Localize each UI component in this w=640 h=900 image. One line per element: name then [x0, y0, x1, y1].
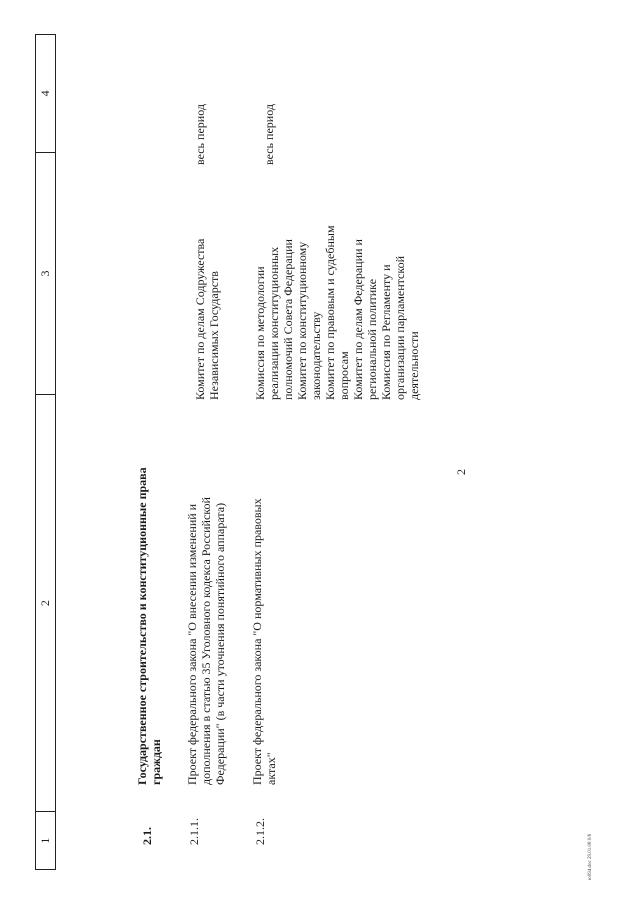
responsible-line: реализации конституционных — [267, 246, 281, 400]
project-line: Проект федерального закона "О нормативных правовых — [250, 498, 264, 785]
row-responsible — [253, 185, 421, 400]
responsible-line: полномочий Совета Федерации — [281, 239, 295, 400]
responsible-line: Комитет по конституционному — [295, 241, 309, 400]
header-col-3: 3 — [36, 153, 55, 395]
responsible-line: Независимых Государств — [207, 271, 221, 400]
section-number: 2.1. — [140, 827, 154, 845]
row-term: весь период — [193, 104, 207, 165]
responsible-line: региональной политике — [365, 278, 379, 400]
row-project — [250, 430, 278, 785]
responsible-line: Комитет по делам Федерации и — [351, 239, 365, 400]
table-header-row — [35, 34, 56, 870]
responsible-line: Комиссия по Регламенту и — [379, 264, 393, 400]
responsible-line: Комитет по делам Содружества — [193, 238, 207, 400]
responsible-line: организации парламентской — [393, 255, 407, 400]
header-col-4: 4 — [36, 35, 55, 153]
section-title-line: граждан — [149, 739, 163, 785]
responsible-line: деятельности — [407, 331, 421, 400]
page-number: 2 — [454, 469, 468, 475]
header-col-1: 1 — [38, 837, 52, 844]
project-line: Федерации" (в части уточнения понятийного аппарата) — [213, 502, 227, 785]
row-number: 2.1.2. — [253, 818, 267, 845]
responsible-line: вопросам — [337, 351, 351, 400]
section-title-line: Государственное строительство и конституционные права — [135, 467, 149, 785]
section-title — [135, 425, 163, 785]
project-line: дополнения в статью 35 Уголовного кодекса Российской — [199, 497, 213, 785]
responsible-line: законодательству — [309, 311, 323, 400]
project-line: актах" — [264, 752, 278, 785]
document-footer: ю094.doc 29.01.08 0/6 — [588, 833, 593, 880]
row-project — [185, 430, 227, 785]
row-term: весь период — [262, 104, 276, 165]
row-responsible — [193, 185, 221, 400]
row-number: 2.1.1. — [187, 818, 201, 845]
project-line: Проект федерального закона "О внесении изменений и — [185, 503, 199, 785]
header-col-2: 2 — [36, 395, 55, 812]
responsible-line: Комиссия по методологии — [253, 266, 267, 400]
responsible-line: Комитет по правовым и судебным — [323, 225, 337, 400]
